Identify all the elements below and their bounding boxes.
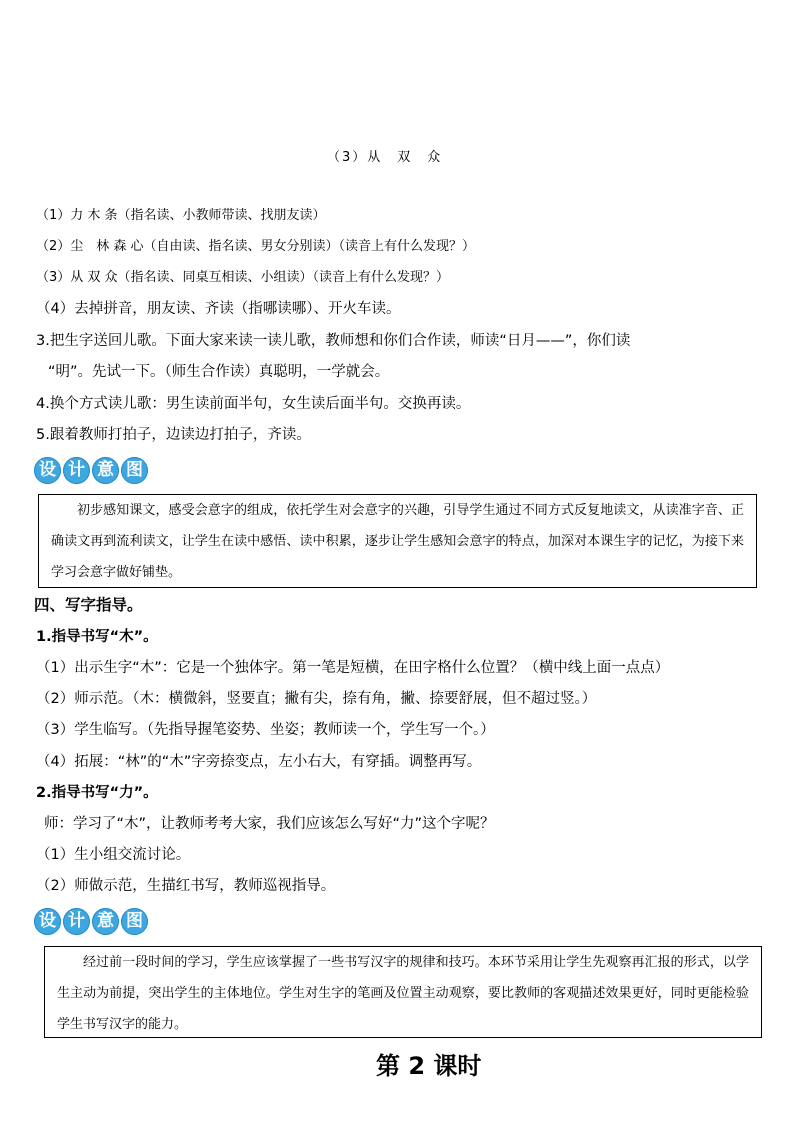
section-4-heading: 四、写字指导。 [34,596,143,614]
badge-char: 意 [92,457,119,484]
write-2-item-2: （2）师做示范，生描红书写，教师巡视指导。 [36,878,336,894]
write-1-item-3: （3）学生临写。（先指导握笔姿势、坐姿；教师读一个，学生写一个。） [36,722,495,738]
badge-char: 设 [34,908,61,935]
design-intent-badge [34,908,148,935]
write-1-item-4: （4）拓展：“林”的“木”字旁捺变点，左小右大，有穿插。调整再写。 [36,754,482,770]
write-1-heading: 1.指导书写“木”。 [36,629,158,645]
badge-char: 计 [63,457,90,484]
lesson-title: 第 2 课时 [376,1052,482,1080]
step-5: 5.跟着教师打拍子，边读边打拍子，齐读。 [36,427,311,443]
section-title: （3）从 双 众 [327,150,443,165]
write-1-item-1: （1）出示生字“木”：它是一个独体字。第一笔是短横，在田字格什么位置？（横中线上面一点点） [36,660,670,676]
design-note-text: 经过前一段时间的学习，学生应该掌握了一些书写汉字的规律和技巧。本环节采用让学生先观察再汇报的形式，以学生主动为前提，突出学生的主体地位。学生对生字的笔画及位置主动观察，要比教师的客观描述效果更好，同时更能检验学生书写汉字的能力。 [57,955,749,1032]
badge-char: 意 [92,908,119,935]
badge-char: 图 [121,457,148,484]
badge-char: 设 [34,457,61,484]
step-4: 4.换个方式读儿歌：男生读前面半句，女生读后面半句。交换再读。 [36,396,471,412]
design-intent-badge [34,457,148,484]
reading-item-2: （2）尘 林 森 心（自由读、指名读、男女分别读）（读音上有什么发现？） [36,239,476,254]
write-2-intro: 师：学习了“木”，让教师考考大家，我们应该怎么写好“力”这个字呢？ [44,816,495,832]
reading-item-4: （4）去掉拼音，朋友读、齐读（指哪读哪）、开火车读。 [36,301,401,317]
reading-item-3: （3）从 双 众（指名读、同桌互相读、小组读）（读音上有什么发现？） [36,270,450,285]
reading-item-1: （1）力 木 条（指名读、小教师带读、找朋友读） [36,208,326,223]
step-3-line-1: 3.把生字送回儿歌。下面大家来读一读儿歌，教师想和你们合作读，师读“日月——”，你们读 [36,333,631,349]
badge-char: 计 [63,908,90,935]
write-2-heading: 2.指导书写“力”。 [36,785,158,801]
design-note-box-2 [44,946,762,1038]
write-2-item-1: （1）生小组交流讨论。 [36,847,191,863]
badge-char: 图 [121,908,148,935]
step-3-line-2: “明”。先试一下。（师生合作读）真聪明，一学就会。 [48,364,390,380]
design-note-text: 初步感知课文，感受会意字的组成，依托学生对会意字的兴趣，引导学生通过不同方式反复地读文，从读准字音、正确读文再到流利读文，让学生在读中感悟、读中积累，逐步让学生感知会意字的特点，加深对本课生字的记忆，为接下来学习会意字做好铺垫。 [51,503,744,580]
write-1-item-2: （2）师示范。（木：横微斜，竖要直；撇有尖，捺有角，撇、捺要舒展，但不超过竖。） [36,691,597,707]
design-note-box-1 [38,494,757,588]
